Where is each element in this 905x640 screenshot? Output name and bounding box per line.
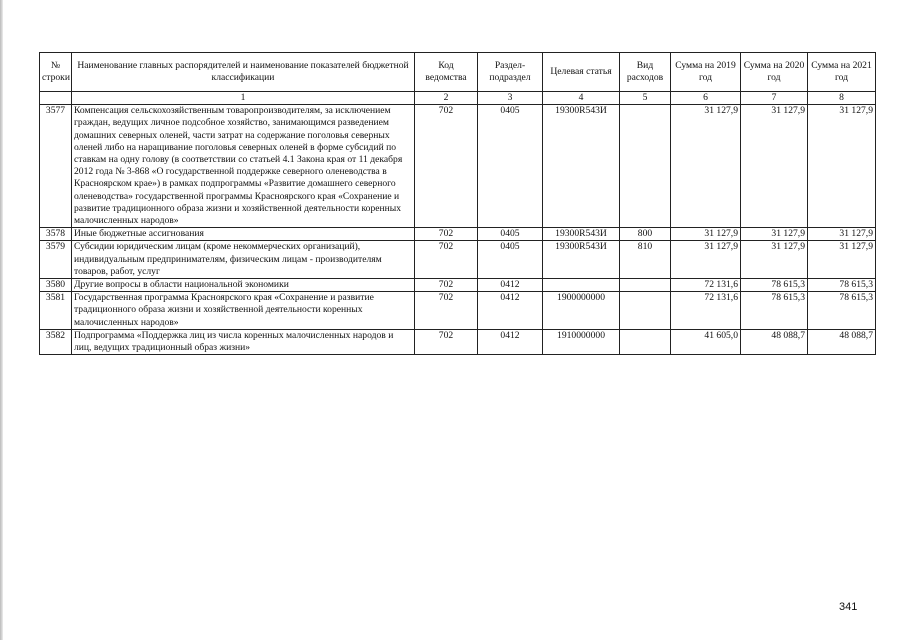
page-number: 341 [839,601,858,613]
expense-kind [620,105,671,228]
column-number: 6 [671,92,741,105]
sum-2021: 78 615,3 [808,292,876,330]
column-number: 8 [808,92,876,105]
target-article: 1900000000 [543,292,620,330]
sum-2021: 31 127,9 [808,228,876,241]
sum-2021: 31 127,9 [808,105,876,228]
sum-2019: 31 127,9 [671,105,741,228]
header-dept-code: Код ведомства [415,53,478,92]
row-number: 3578 [40,228,72,241]
column-number-row [40,92,876,105]
header-row-number: № строки [40,53,72,92]
header-target-article: Целевая статья [543,53,620,92]
dept-code: 702 [415,292,478,330]
dept-code: 702 [415,105,478,228]
sum-2020: 78 615,3 [741,292,808,330]
section-code: 0405 [478,241,543,279]
row-number: 3580 [40,279,72,292]
row-number: 3582 [40,329,72,354]
row-name: Иные бюджетные ассигнования [72,228,415,241]
section-code: 0405 [478,105,543,228]
target-article [543,279,620,292]
target-article: 19300R543И [543,241,620,279]
table-row [40,329,876,354]
row-number: 3577 [40,105,72,228]
row-name: Государственная программа Красноярского края «Сохранение и развитие традиционного образа жизни и хозяйственной деятельности коренных малочисленных народов» [72,292,415,330]
expense-kind [620,329,671,354]
row-number: 3579 [40,241,72,279]
table-row [40,279,876,292]
column-number: 5 [620,92,671,105]
header-expense-kind: Вид расходов [620,53,671,92]
dept-code: 702 [415,241,478,279]
column-number: 3 [478,92,543,105]
expense-kind: 800 [620,228,671,241]
expense-kind [620,279,671,292]
sum-2020: 78 615,3 [741,279,808,292]
sum-2019: 72 131,6 [671,279,741,292]
target-article: 19300R543И [543,228,620,241]
sum-2019: 31 127,9 [671,241,741,279]
table-row [40,241,876,279]
sum-2020: 31 127,9 [741,241,808,279]
column-number: 7 [741,92,808,105]
column-number: 2 [415,92,478,105]
sum-2020: 48 088,7 [741,329,808,354]
scan-edge-shadow [0,0,3,640]
sum-2019: 31 127,9 [671,228,741,241]
table-row [40,228,876,241]
row-name: Другие вопросы в области национальной экономики [72,279,415,292]
sum-2019: 41 605,0 [671,329,741,354]
column-number: 1 [72,92,415,105]
section-code: 0412 [478,329,543,354]
dept-code: 702 [415,329,478,354]
section-code: 0412 [478,279,543,292]
target-article: 1910000000 [543,329,620,354]
row-name: Компенсация сельскохозяйственным товаропроизводителям, за исключением граждан, ведущих личное подсобное хозяйство, занимающимся разведением домашних северных оленей, части затрат на содержание поголовья северных оленей либо на наращивание поголовья северных оленей в форме субсидий по ставкам на одну голову (в соответствии со статьей 4.1 Закона края от 11 декабря 2012 года № 3-868 «О государственной поддержке северного оленеводства в Красноярском крае») в рамках подпрограммы «Развитие домашнего северного оленеводства» государственной программы Красноярского края «Сохранение и развитие традиционного образа жизни и хозяйственной деятельности коренных малочисленных народов» [72,105,415,228]
header-sum-2020: Сумма на 2020 год [741,53,808,92]
header-name: Наименование главных распорядителей и наименование показателей бюджетной классификации [72,53,415,92]
expense-kind: 810 [620,241,671,279]
column-number: 4 [543,92,620,105]
header-sum-2021: Сумма на 2021 год [808,53,876,92]
sum-2021: 48 088,7 [808,329,876,354]
row-name: Подпрограмма «Поддержка лиц из числа коренных малочисленных народов и лиц, ведущих традиционный образ жизни» [72,329,415,354]
target-article: 19300R543И [543,105,620,228]
row-name: Субсидии юридическим лицам (кроме некоммерческих организаций), индивидуальным предпринимателям, физическим лицам - производителям товаров, работ, услуг [72,241,415,279]
row-number: 3581 [40,292,72,330]
table-row [40,292,876,330]
header-sum-2019: Сумма на 2019 год [671,53,741,92]
sum-2021: 31 127,9 [808,241,876,279]
budget-table [39,52,876,355]
sum-2019: 72 131,6 [671,292,741,330]
sum-2020: 31 127,9 [741,105,808,228]
sum-2021: 78 615,3 [808,279,876,292]
expense-kind [620,292,671,330]
table-row [40,105,876,228]
section-code: 0405 [478,228,543,241]
dept-code: 702 [415,228,478,241]
dept-code: 702 [415,279,478,292]
section-code: 0412 [478,292,543,330]
header-section: Раздел-подраздел [478,53,543,92]
sum-2020: 31 127,9 [741,228,808,241]
column-number [40,92,72,105]
header-row [40,53,876,92]
